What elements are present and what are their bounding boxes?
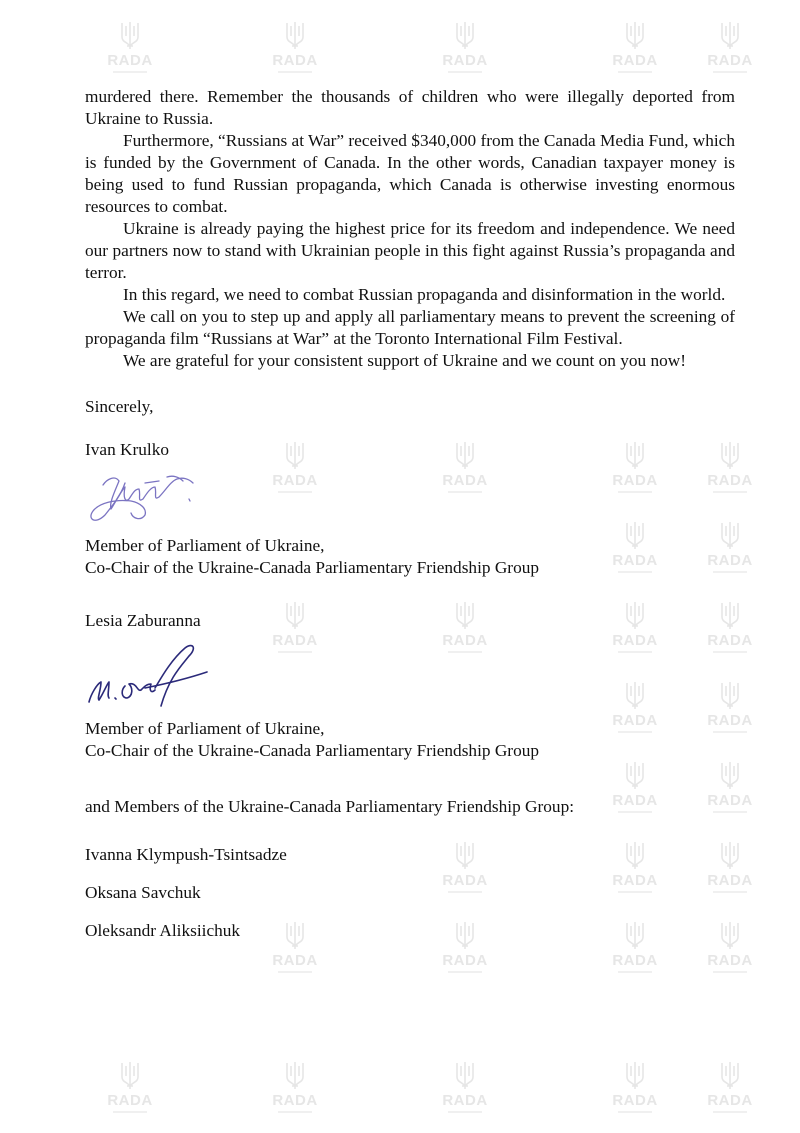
watermark-text: RADA (442, 952, 488, 969)
watermark-text: RADA (272, 472, 318, 489)
closing-salutation: Sincerely, (85, 397, 154, 416)
signer-role-line-2: Co-Chair of the Ukraine-Canada Parliamentary Friendship Group (85, 558, 539, 577)
watermark-rada (700, 1060, 760, 1113)
trident-icon (265, 1060, 325, 1090)
trident-icon (605, 20, 665, 50)
watermark-text: RADA (612, 792, 658, 809)
watermark-text: RADA (612, 472, 658, 489)
watermark-underline (278, 1111, 312, 1113)
watermark-text: RADA (272, 1092, 318, 1109)
watermark-text: RADA (707, 872, 753, 889)
watermark-text: RADA (612, 632, 658, 649)
watermark-text: RADA (612, 872, 658, 889)
watermark-text: RADA (442, 1092, 488, 1109)
watermark-rada (605, 20, 665, 73)
watermark-rada (265, 20, 325, 73)
watermark-rada (100, 1060, 160, 1113)
letter-page (85, 86, 735, 942)
signature-image (85, 638, 735, 712)
trident-icon (605, 1060, 665, 1090)
watermark-text: RADA (272, 952, 318, 969)
watermark-text: RADA (442, 632, 488, 649)
watermark-text: RADA (707, 552, 753, 569)
paragraph-continuation: murdered there. Remember the thousands of children who were illegally deported from Ukraine to Russia. (85, 87, 735, 128)
watermark-text: RADA (442, 472, 488, 489)
signature-lesia-zaburanna-icon (85, 638, 225, 712)
paragraph-gratitude: We are grateful for your consistent support of Ukraine and we count on you now! (123, 351, 686, 370)
signature-ivan-krulko-icon (85, 465, 215, 529)
watermark-underline (278, 971, 312, 973)
watermark-underline (278, 71, 312, 73)
members-intro: and Members of the Ukraine-Canada Parliamentary Friendship Group: (85, 797, 575, 816)
watermark-rada (700, 20, 760, 73)
watermark-underline (713, 1111, 747, 1113)
watermark-text: RADA (707, 52, 753, 69)
trident-icon (100, 20, 160, 50)
watermark-text: RADA (272, 52, 318, 69)
watermark-text: RADA (707, 1092, 753, 1109)
watermark-text: RADA (707, 712, 753, 729)
paragraph-price-of-freedom: Ukraine is already paying the highest price for its freedom and independence. We need our partners now to stand with Ukrainian people in this fight against Russia’s propaganda and terror. (85, 219, 735, 282)
watermark-underline (713, 71, 747, 73)
watermark-rada (265, 1060, 325, 1113)
signer-name: Lesia Zaburanna (85, 611, 201, 630)
watermark-underline (713, 971, 747, 973)
trident-icon (435, 20, 495, 50)
member-name: Oksana Savchuk (85, 883, 201, 902)
trident-icon (700, 1060, 760, 1090)
watermark-text: RADA (107, 1092, 153, 1109)
members-list (85, 844, 735, 942)
paragraph-call-to-action: We call on you to step up and apply all parliamentary means to prevent the screening of propaganda film “Russians at War” at the Toronto International Film Festival. (85, 307, 735, 348)
watermark-underline (448, 1111, 482, 1113)
watermark-text: RADA (107, 52, 153, 69)
watermark-text: RADA (612, 52, 658, 69)
paragraph-funding: Furthermore, “Russians at War” received $340,000 from the Canada Media Fund, which is funded by the Government of Canada. In the other words, Canadian taxpayer money is being used to fund Russian propaganda, which Canada is otherwise investing enormous resources to combat. (85, 131, 735, 216)
signer-block-1 (85, 439, 735, 579)
watermark-rada (100, 20, 160, 73)
trident-icon (265, 20, 325, 50)
trident-icon (700, 20, 760, 50)
watermark-text: RADA (272, 632, 318, 649)
watermark-text: RADA (707, 952, 753, 969)
watermark-text: RADA (612, 712, 658, 729)
watermark-text: RADA (442, 872, 488, 889)
signature-image (85, 465, 735, 529)
watermark-rada (435, 1060, 495, 1113)
watermark-underline (618, 971, 652, 973)
watermark-rada (605, 1060, 665, 1113)
watermark-text: RADA (612, 952, 658, 969)
watermark-text: RADA (612, 1092, 658, 1109)
signer-role-line-2: Co-Chair of the Ukraine-Canada Parliamentary Friendship Group (85, 741, 539, 760)
watermark-underline (113, 71, 147, 73)
signer-role-line-1: Member of Parliament of Ukraine, (85, 536, 325, 555)
watermark-rada (435, 20, 495, 73)
member-name: Oleksandr Aliksiichuk (85, 921, 241, 940)
signer-role-line-1: Member of Parliament of Ukraine, (85, 719, 325, 738)
signer-name: Ivan Krulko (85, 440, 169, 459)
watermark-text: RADA (707, 792, 753, 809)
watermark-text: RADA (707, 472, 753, 489)
watermark-underline (113, 1111, 147, 1113)
signer-block-2 (85, 610, 735, 762)
watermark-text: RADA (442, 52, 488, 69)
watermark-text: RADA (612, 552, 658, 569)
member-name: Ivanna Klympush-Tsintsadze (85, 845, 287, 864)
watermark-underline (618, 71, 652, 73)
watermark-underline (448, 71, 482, 73)
watermark-text: RADA (707, 632, 753, 649)
paragraph-combat-propaganda: In this regard, we need to combat Russian propaganda and disinformation in the world. (123, 285, 726, 304)
trident-icon (435, 1060, 495, 1090)
watermark-underline (448, 971, 482, 973)
watermark-underline (618, 1111, 652, 1113)
trident-icon (100, 1060, 160, 1090)
